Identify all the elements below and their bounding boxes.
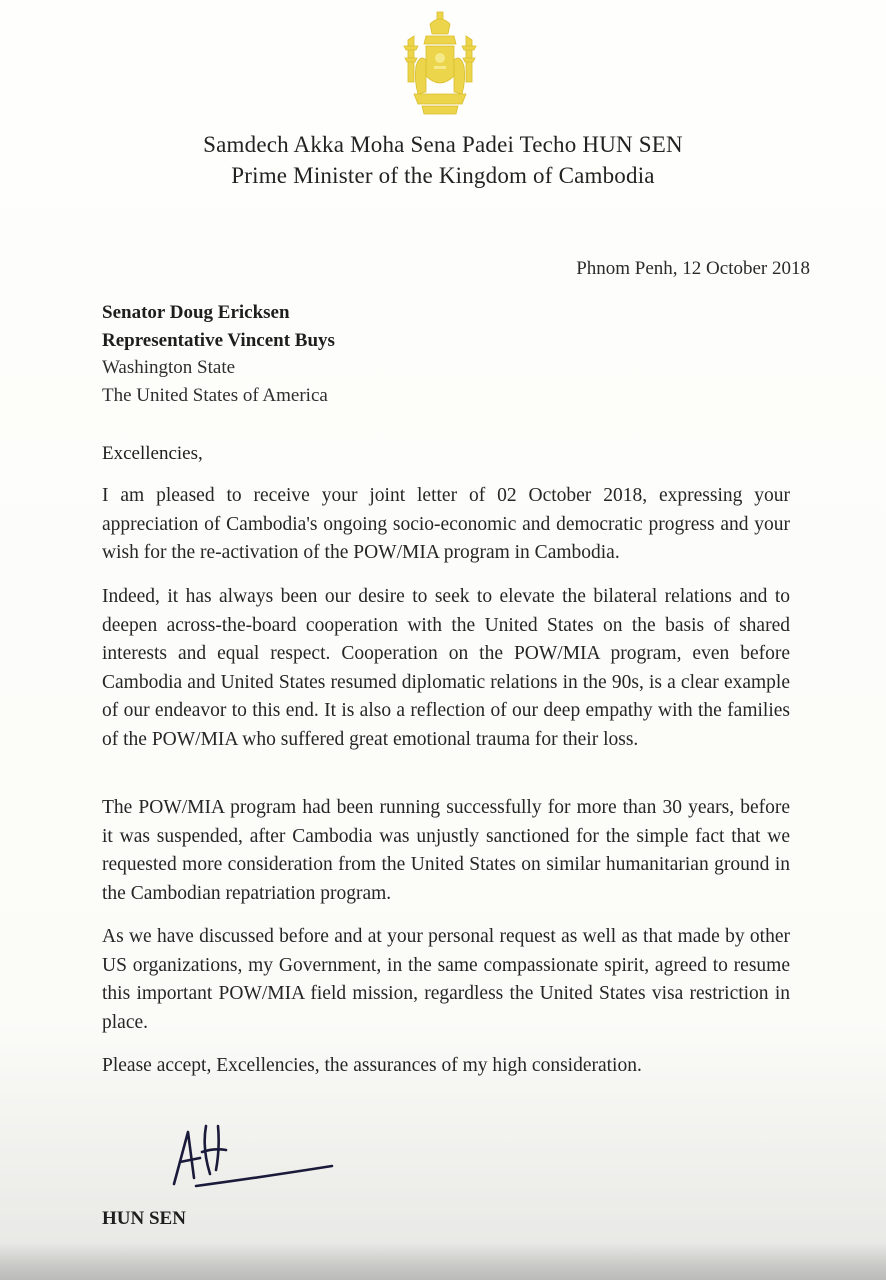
recipient-line-1: Senator Doug Ericksen bbox=[102, 302, 290, 323]
signatory-name: HUN SEN bbox=[102, 1208, 186, 1229]
salutation: Excellencies, bbox=[102, 443, 203, 464]
handwritten-signature-icon bbox=[166, 1118, 336, 1198]
royal-coat-of-arms-icon bbox=[400, 10, 480, 120]
closing-paragraph: Please accept, Excellencies, the assurances of my high consideration. bbox=[102, 1055, 642, 1076]
dateline: Phnom Penh, 12 October 2018 bbox=[576, 258, 810, 279]
body-paragraph-3: The POW/MIA program had been running successfully for more than 30 years, before it was suspended, after Cambodia was unjustly sanctioned for the simple fact that we requested more consideration from the United States on similar humanitarian ground in the Cambodian repatriation program. bbox=[102, 797, 790, 904]
body-paragraph-1: I am pleased to receive your joint letter of 02 October 2018, expressing your appreciation of Cambodia's ongoing socio-economic and democratic progress and your wish for the re-activation of the POW/MIA program in Cambodia. bbox=[102, 485, 790, 563]
recipient-line-2: Representative Vincent Buys bbox=[102, 330, 335, 351]
body-paragraph-2: Indeed, it has always been our desire to seek to elevate the bilateral relations and to deepen across-the-board cooperation with the United States on the basis of shared interests and equal respect. Cooperation on the POW/MIA program, even before Cambodia and United States resumed diplomatic relations in the 90s, is a clear example of our endeavor to this end. It is also a reflection of our deep empathy with the families of the POW/MIA who suffered great emotional trauma for their loss. bbox=[102, 586, 790, 750]
recipient-line-4: The United States of America bbox=[102, 385, 328, 406]
recipient-line-3: Washington State bbox=[102, 357, 236, 378]
sender-title-heading: Prime Minister of the Kingdom of Cambodia bbox=[231, 163, 655, 188]
page-bottom-shadow bbox=[0, 1244, 886, 1280]
body-paragraph-4: As we have discussed before and at your personal request as well as that made by other US organizations, my Government, in the same compassionate spirit, agreed to resume this important POW/MIA field mission, regardless the United States visa restriction in place. bbox=[102, 926, 790, 1033]
sender-name-heading: Samdech Akka Moha Sena Padei Techo HUN SEN bbox=[203, 132, 683, 157]
